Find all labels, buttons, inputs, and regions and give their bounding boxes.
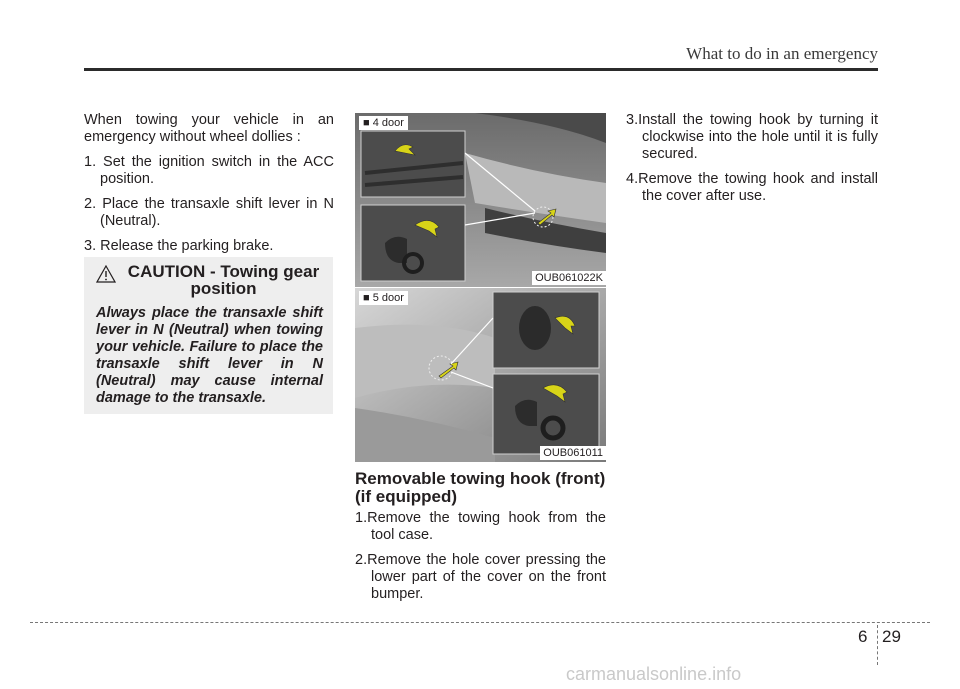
header-title: What to do in an emergency xyxy=(686,44,878,63)
figure-4-door xyxy=(355,113,606,287)
intro-text: When towing your vehicle in an emergency without wheel dollies : xyxy=(84,112,334,145)
page-number: 29 xyxy=(882,627,901,646)
step-item: 3.Install the towing hook by turning it clockwise into the hole until it is fully secured. xyxy=(626,112,878,162)
left-column xyxy=(84,112,334,263)
caution-title: CAUTION - Towing gear position xyxy=(127,262,320,298)
chapter-number: 6 xyxy=(858,627,868,646)
towing-hook-5door-illustration xyxy=(355,288,606,462)
right-column xyxy=(626,112,878,213)
caution-header xyxy=(84,257,333,297)
towing-hook-4door-illustration xyxy=(355,113,606,287)
figure-5-door xyxy=(355,288,606,462)
caution-text: Always place the transaxle shift lever in N (Neutral) when towing your vehicle. Failure to place the transaxle shift lever in N (Neutral) may cause internal damage to the transaxle. xyxy=(96,305,323,406)
footer-rule xyxy=(30,622,930,623)
header-rule xyxy=(84,68,878,71)
step-item: 3. Release the parking brake. xyxy=(84,238,274,254)
figure-tag: ■ 5 door xyxy=(359,291,408,305)
section-heading: Removable towing hook (front) (if equipped) xyxy=(355,469,606,506)
step-item: 1. Set the ignition switch in the ACC position. xyxy=(84,154,334,187)
step-item: 4.Remove the towing hook and install the cover after use. xyxy=(626,171,878,204)
figure-code: OUB061022K xyxy=(532,271,606,285)
step-item: 1.Remove the towing hook from the tool case. xyxy=(355,510,606,543)
warning-triangle-icon xyxy=(96,265,116,283)
middle-column xyxy=(355,510,606,611)
step-item: 2.Remove the hole cover pressing the lower part of the cover on the front bumper. xyxy=(355,552,606,602)
step-item: 2. Place the transaxle shift lever in N (Neutral). xyxy=(84,196,334,229)
figure-tag: ■ 4 door xyxy=(359,116,408,130)
figure-code: OUB061011 xyxy=(540,446,606,460)
page-number-divider xyxy=(877,625,878,665)
caution-box xyxy=(84,257,333,414)
watermark: carmanualsonline.info xyxy=(566,664,742,684)
